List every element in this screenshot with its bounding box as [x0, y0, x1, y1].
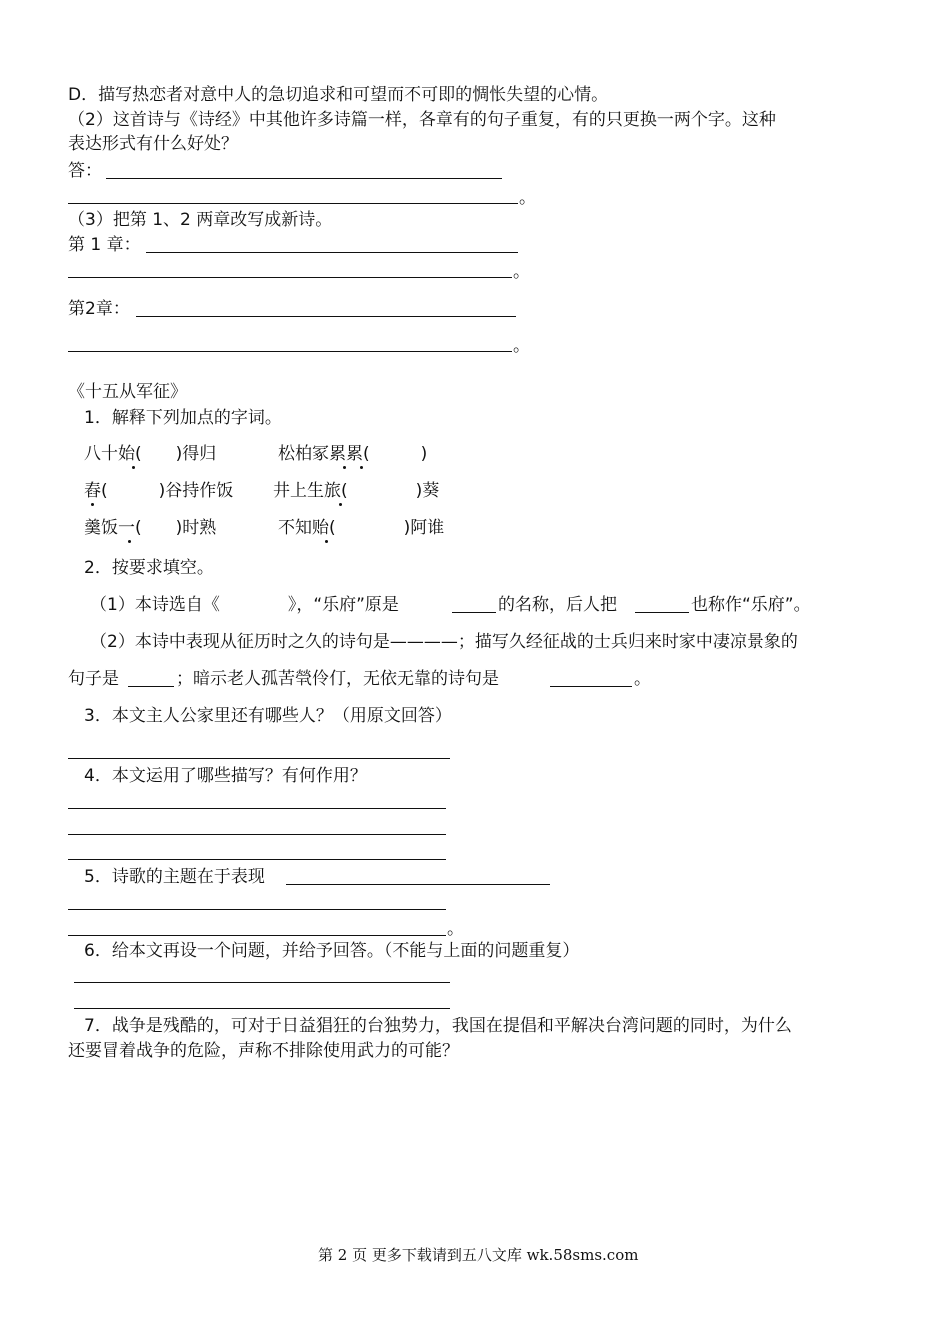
emphasis-dot [91, 503, 94, 506]
option-d: D．描写热恋者对意中人的急切追求和可望而不可即的惆怅失望的心情。 [68, 85, 609, 105]
question-7-line-1: 7．战争是残酷的，可对于日益猖狂的台独势力，我国在提倡和平解决台湾问题的同时，为什么 [84, 1016, 792, 1036]
period: 。 [447, 919, 464, 939]
period: 。 [513, 262, 530, 282]
emphasis-dot [132, 466, 135, 469]
question-2-line-1: （2）这首诗与《诗经》中其他许多诗篇一样，各章有的句子重复，有的只更换一两个字。这种 [68, 110, 776, 130]
question-1: 1．解释下列加点的字词。 [84, 408, 282, 428]
blank-line[interactable] [452, 612, 496, 613]
question-4: 4．本文运用了哪些描写？有何作用？ [84, 766, 367, 786]
vocab-item: 松柏冢累累( ) [278, 444, 428, 464]
emphasis-dot [128, 540, 131, 543]
chapter-2-line-2[interactable] [68, 351, 512, 352]
vocab-item: 舂( )谷持作饭 [84, 481, 234, 501]
question-3: （3）把第 1、2 两章改写成新诗。 [68, 210, 333, 230]
blank-line[interactable] [550, 686, 632, 687]
chapter-1-line-1[interactable] [146, 252, 518, 253]
answer-line[interactable] [68, 808, 446, 809]
period: 。 [513, 336, 530, 356]
blank-line[interactable] [286, 884, 550, 885]
answer-line[interactable] [74, 1008, 450, 1009]
period: 。 [519, 188, 536, 208]
answer-line[interactable] [68, 834, 446, 835]
question-2-2-part-a: 句子是 [68, 669, 119, 689]
blank-line[interactable] [635, 612, 689, 613]
emphasis-dot [360, 466, 363, 469]
vocab-item: 井上生旅( )葵 [273, 481, 440, 501]
answer-label: 答： [68, 161, 102, 181]
answer-line[interactable] [68, 859, 446, 860]
chapter-2-label: 第2章： [68, 299, 130, 319]
chapter-1-label: 第 1 章： [68, 235, 141, 255]
question-2-1-part-a: （1）本诗选自《 》，“乐府”原是 [90, 595, 399, 615]
question-2-1-part-b: 的名称，后人把 [498, 595, 617, 615]
question-2-1-part-c: 也称作“乐府”。 [691, 595, 811, 615]
question-3: 3．本文主人公家里还有哪些人？（用原文回答） [84, 706, 452, 726]
emphasis-dot [343, 466, 346, 469]
page-footer: 第 2 页 更多下载请到五八文库 wk.58sms.com [318, 1246, 639, 1264]
answer-line[interactable] [68, 758, 450, 759]
question-2: 2．按要求填空。 [84, 558, 214, 578]
question-2-2-part-b: ；暗示老人孤苦煢伶仃，无依无靠的诗句是 [176, 669, 499, 689]
blank-line[interactable] [128, 686, 174, 687]
question-2-2-part-c: 。 [634, 669, 651, 689]
vocab-item: 羹饭一( )时熟 [84, 518, 217, 538]
poem-title: 《十五从军征》 [68, 382, 187, 402]
answer-line-2[interactable] [68, 203, 518, 204]
question-6: 6．给本文再设一个问题，并给予回答。（不能与上面的问题重复） [84, 941, 580, 961]
vocab-item: 八十始( )得归 [84, 444, 217, 464]
chapter-1-line-2[interactable] [68, 277, 512, 278]
chapter-2-line-1[interactable] [136, 316, 516, 317]
emphasis-dot [325, 540, 328, 543]
answer-line[interactable] [68, 909, 446, 910]
answer-line[interactable] [68, 935, 446, 936]
question-2-line-2: 表达形式有什么好处？ [68, 134, 238, 154]
question-2-2-line-1: （2）本诗中表现从征历时之久的诗句是————；描写久经征战的士兵归来时家中凄凉景象的 [90, 632, 798, 652]
vocab-item: 不知贻( )阿谁 [278, 518, 445, 538]
question-5: 5．诗歌的主题在于表现 [84, 867, 265, 887]
emphasis-dot [339, 503, 342, 506]
question-7-line-2: 还要冒着战争的危险，声称不排除使用武力的可能？ [68, 1041, 459, 1061]
answer-line-1[interactable] [106, 178, 502, 179]
answer-line[interactable] [74, 982, 450, 983]
